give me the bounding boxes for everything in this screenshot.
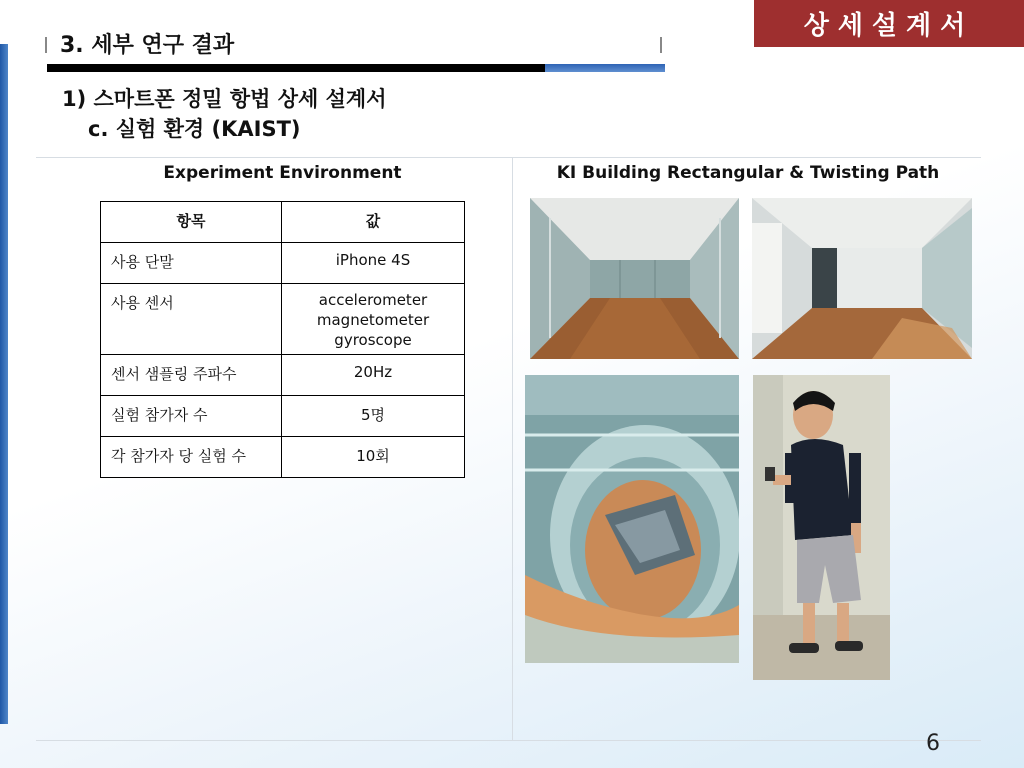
sensor-name: gyroscope	[334, 331, 412, 349]
table-cell-item: 실험 참가자 수	[101, 396, 282, 437]
table-row	[101, 396, 465, 437]
table-cell-item: 각 참가자 당 실험 수	[101, 437, 282, 478]
left-accent-bar	[0, 44, 8, 724]
table-cell-value: iPhone 4S	[282, 243, 465, 284]
table-cell-value: 10회	[282, 437, 465, 478]
content-top-divider	[36, 157, 981, 158]
corridor-glass-photo	[530, 198, 739, 359]
table-row	[101, 355, 465, 396]
table-cell-value: 5명	[282, 396, 465, 437]
table-row	[101, 284, 465, 355]
table-cell-item: 사용 센서	[101, 284, 282, 355]
title-rule-blue	[545, 64, 665, 72]
title-rule-black	[47, 64, 545, 72]
subtitle-line-2: c. 실험 환경 (KAIST)	[88, 117, 301, 141]
atrium-photo	[525, 375, 739, 663]
table-header-item: 항목	[101, 202, 282, 243]
column-divider	[512, 157, 513, 741]
subtitle-block	[62, 84, 386, 144]
table-cell-value: 20Hz	[282, 355, 465, 396]
document-type-badge: 상세설계서	[754, 0, 1024, 47]
right-column-heading: KI Building Rectangular & Twisting Path	[556, 163, 940, 183]
page-number: 6	[926, 731, 940, 756]
table-row	[101, 437, 465, 478]
table-cell-value	[282, 284, 465, 355]
environment-table	[100, 201, 465, 478]
subtitle-line-1: 1) 스마트폰 정밀 항법 상세 설계서	[62, 87, 387, 111]
table-row	[101, 243, 465, 284]
header-tick-right	[660, 37, 662, 53]
table-header-row	[101, 202, 465, 243]
sensor-name: magnetometer	[316, 311, 430, 329]
table-header-value: 값	[282, 202, 465, 243]
table-cell-item: 센서 샘플링 주파수	[101, 355, 282, 396]
section-title: 3. 세부 연구 결과	[60, 33, 235, 58]
content-bottom-divider	[36, 740, 981, 741]
participant-photo	[753, 375, 890, 680]
corridor-empty-photo	[752, 198, 972, 359]
sensor-name: accelerometer	[318, 291, 428, 309]
table-cell-item: 사용 단말	[101, 243, 282, 284]
header-tick-left	[45, 37, 47, 53]
left-column-heading: Experiment Environment	[163, 163, 402, 183]
